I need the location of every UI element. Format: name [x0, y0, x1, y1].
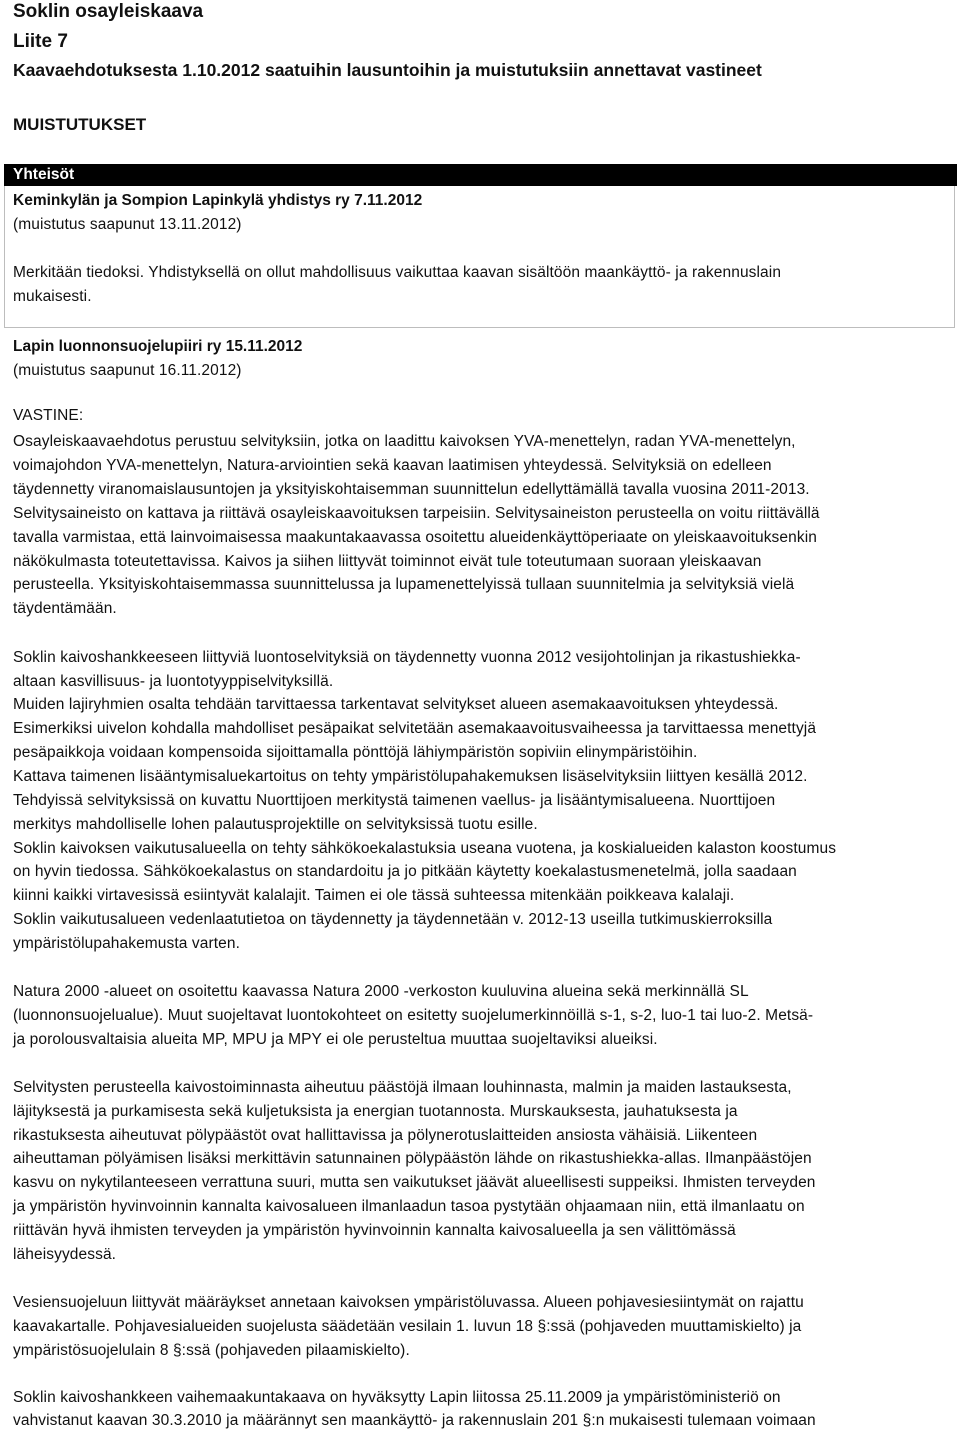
entry-sender: Keminkylän ja Sompion Lapinkylä yhdistys ry 7.11.2012 [13, 192, 423, 209]
response-text-line: on hyvin tiedossa. Sähkökoekalastus on standardoitu ja jo pitkään käytetty koekalastusmenetelmä, jolla saadaan [13, 863, 797, 880]
response-text-line: Soklin kaivoshankkeeseen liittyviä luontoselvityksiä on täydennetty vuonna 2012 vesijohtolinjan ja rikastushiekka- [13, 649, 801, 666]
response-text-line: läjityksestä ja purkamisesta sekä kuljetuksista ja energian tuotannosta. Murskauksesta, jauhatuksesta ja [13, 1103, 738, 1120]
response-text-line: vahvistanut kaavan 30.3.2010 ja määrännyt sen maankäyttö- ja rakennuslain 201 §:n mukaisesti tulemaan voimaan [13, 1412, 816, 1429]
response-text-line: riittävän hyvä ihmisten terveyden ja ympäristön hyvinvoinnin kannalta kaivosalueella ja sen välittömässä [13, 1222, 736, 1239]
document-title: Soklin osayleiskaava [13, 1, 204, 22]
response-text-line: näkökulmasta toteutettavissa. Kaivos ja siihen liittyvät toiminnot eivät tule toteutumaan suoraan yleiskaavan [13, 553, 762, 570]
response-text-line: rikastuksesta aiheutuvat pölypäästöt ovat hallittavissa ja pölynerotuslaitteiden ansiosta vähäisiä. Liikenteen [13, 1127, 758, 1144]
response-text-line: Muiden lajiryhmien osalta tehdään tarvittaessa tarkentavat selvitykset alueen asemakaavoituksen yhteydessä. [13, 696, 779, 713]
response-text-line: täydentämään. [13, 600, 117, 617]
document-subtitle: Kaavaehdotuksesta 1.10.2012 saatuihin lausuntoihin ja muistutuksiin annettavat vastineet [13, 60, 762, 80]
entry-text-line: Merkitään tiedoksi. Yhdistyksellä on ollut mahdollisuus vaikuttaa kaavan sisältöön maankäyttö- ja rakennuslain [13, 264, 782, 281]
response-text-line: Tehdyissä selvityksissä on kuvattu Nuorttijoen merkitystä taimenen vaellus- ja lisääntymisalueena. Nuorttijoen [13, 792, 776, 809]
response-text-line: Selvitysaineisto on kattava ja riittävä osayleiskaavoituksen tarpeisiin. Selvitysaineiston perusteella on voitu riittävällä [13, 505, 820, 522]
entry-received-date: (muistutus saapunut 16.11.2012) [13, 362, 242, 379]
response-text-line: Kattava taimenen lisääntymisaluekartoitus on tehty ympäristölupahakemuksen lisäselvityksiin liittyen kesällä 2012. [13, 768, 808, 785]
response-text-line: voimajohdon YVA-menettelyn, Natura-arviointien sekä kaavan laatimisen yhteydessä. Selvityksiä on edelleen [13, 457, 772, 474]
response-text-line: ympäristölupahakemusta varten. [13, 935, 241, 952]
response-text-line: Soklin kaivoshankkeen vaihemaakuntakaava on hyväksytty Lapin liitossa 25.11.2009 ja ympäristöministeriö on [13, 1389, 781, 1406]
response-text-line: ja ympäristön hyvinvoinnin kannalta kaivosalueen ilmanlaadun tasoa pystytään ohjaamaan niin, että ilmanlaatu on [13, 1198, 805, 1215]
response-text-line: pesäpaikkoja voidaan kompensoida sijoittamalla pönttöjä lähiympäristön sopiviin elinympäristöihin. [13, 744, 698, 761]
response-label: VASTINE: [13, 407, 84, 424]
response-text-line: ympäristösuojelulain 8 §:ssä (pohjaveden pilaamiskielto). [13, 1342, 410, 1359]
response-text-line: Soklin kaivoksen vaikutusalueella on tehty sähkökoekalastuksia useana vuotena, ja koskialueiden kalaston koostumus [13, 840, 837, 857]
response-text-line: Soklin vaikutusalueen vedenlaatutietoa on täydennetty ja täydennetään v. 2012-13 useilla tutkimuskierroksilla [13, 911, 773, 928]
section-heading: MUISTUTUKSET [13, 115, 147, 134]
response-text-line: läheisyydessä. [13, 1246, 117, 1263]
response-text-line: Vesiensuojeluun liittyvät määräykset annetaan kaivoksen ympäristöluvassa. Alueen pohjavesiesiintymät on rajattu [13, 1294, 804, 1311]
response-text-line: kasvu on nykytilanteeseen verrattuna suuri, mutta sen vaikutukset jäävät alueellisesti suppeiksi. Ihmisten terveyden [13, 1174, 816, 1191]
response-text-line: Esimerkiksi uivelon kohdalla mahdolliset pesäpaikat selvitetään asemakaavoitusvaiheessa ja tarvittaessa menettyjä [13, 720, 817, 737]
response-text-line: Selvitysten perusteella kaivostoiminnasta aiheutuu päästöjä ilmaan louhinnasta, malmin ja maiden lastauksesta, [13, 1079, 792, 1096]
category-label: Yhteisöt [13, 166, 75, 183]
response-text-line: (luonnonsuojelualue). Muut suojeltavat luontokohteet on esitetty suojelumerkinnöillä s-1, s-2, luo-1 tai luo-2. Metsä- [13, 1007, 814, 1024]
response-text-line: aiheuttaman pölyämisen lisäksi merkittävin satunnainen pölypäästön lähde on rikastushiekka-allas. Ilmanpäästöjen [13, 1150, 812, 1167]
response-text-line: ja porolousvaltaisia alueita MP, MPU ja MPY ei ole perusteltua muuttaa suojeltaviksi alueiksi. [13, 1031, 658, 1048]
attachment-label: Liite 7 [13, 31, 68, 52]
entry-text-line: mukaisesti. [13, 288, 92, 305]
entry-received-date: (muistutus saapunut 13.11.2012) [13, 216, 242, 233]
category-band [4, 164, 957, 186]
response-text-line: perusteella. Yksityiskohtaisemmassa suunnittelussa ja lupamenettelyissä tullaan suunnitelmia ja selvityksiä vielä [13, 576, 795, 593]
response-text-line: kiinni kaikki virtavesissä esiintyvät kalalajit. Taimen ei ole tässä suhteessa mitenkään poikkeava kalalaji. [13, 887, 735, 904]
entry-sender: Lapin luonnonsuojelupiiri ry 15.11.2012 [13, 338, 303, 355]
response-text-line: altaan kasvillisuus- ja luontotyyppiselvityksillä. [13, 673, 334, 690]
response-text-line: Natura 2000 -alueet on osoitettu kaavassa Natura 2000 -verkoston kuuluvina alueina sekä merkinnällä SL [13, 983, 749, 1000]
response-text-line: täydennetty viranomaislausuntojen ja yksityiskohtaisemman suunnittelun edellyttämällä tavalla vuosina 2011-2013. [13, 481, 810, 498]
response-text-line: merkitys mahdolliselle lohen palautusprojektille on selvityksissä tuotu esille. [13, 816, 538, 833]
response-text-line: kaavakartalle. Pohjavesialueiden suojelusta säädetään vesilain 1. luvun 18 §:ssä (pohjaveden muuttamiskielto) ja [13, 1318, 802, 1335]
response-text-line: Osayleiskaavaehdotus perustuu selvityksiin, jotka on laadittu kaivoksen YVA-menettelyn, radan YVA-menettelyn, [13, 433, 796, 450]
response-text-line: tavalla varmistaa, että lainvoimaisessa maakuntakaavassa osoitettu alueidenkäyttöperiaate on yleiskaavoituksenkin [13, 529, 817, 546]
